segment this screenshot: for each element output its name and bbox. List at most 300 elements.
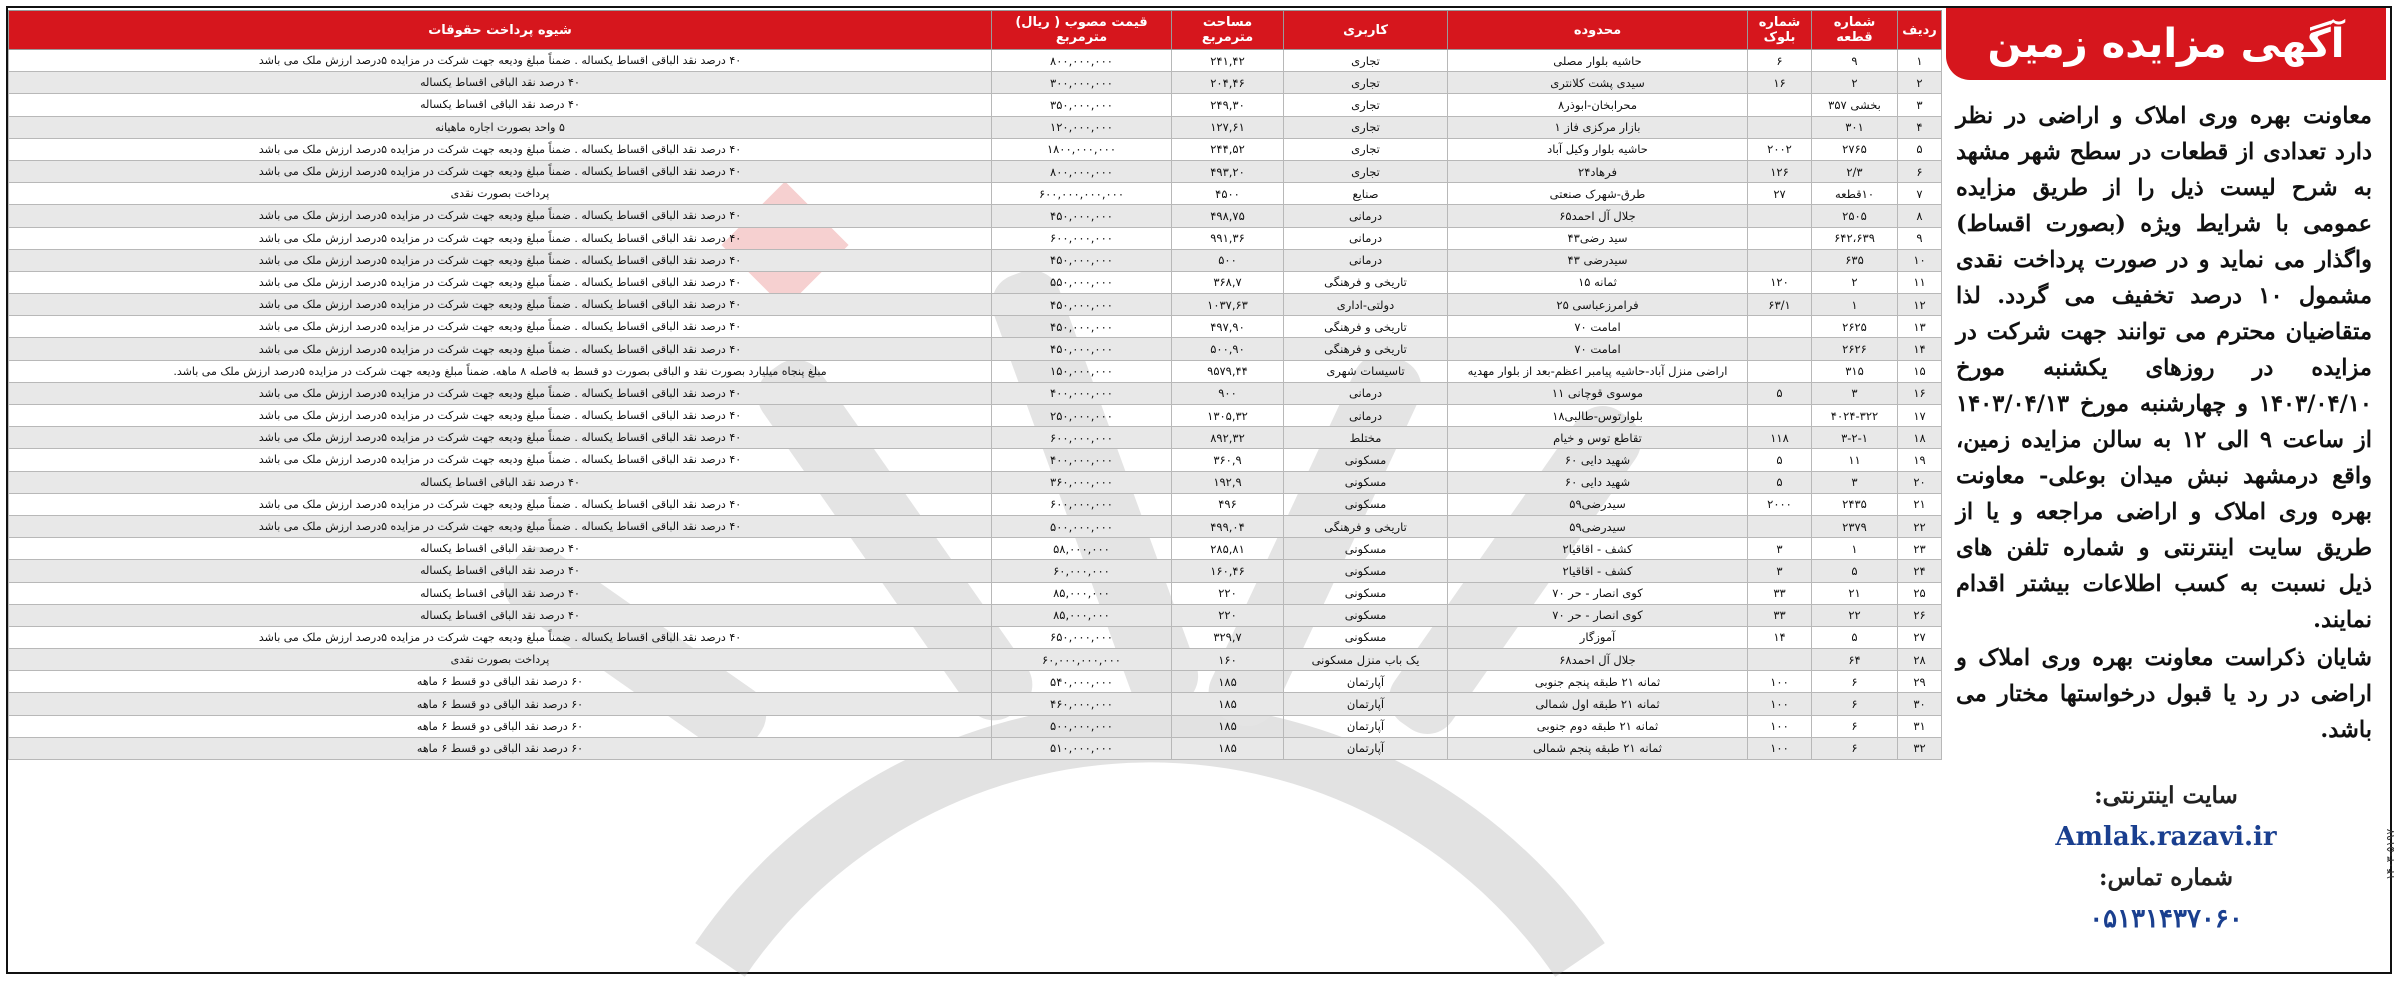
cell-area-location: حاشیه بلوار وکیل آباد — [1448, 138, 1748, 160]
cell-block-number: ۳۳ — [1748, 582, 1812, 604]
auction-table — [8, 10, 1942, 760]
col-header-size-m2: مساحت مترمربع — [1172, 11, 1284, 50]
cell-block-number: ۱۴ — [1748, 626, 1812, 648]
cell-area-location: کشف - اقاقیا۲ — [1448, 560, 1748, 582]
cell-approved-price: ۱۵۰,۰۰۰,۰۰۰ — [992, 360, 1172, 382]
col-header-row-number: ردیف — [1898, 11, 1942, 50]
cell-area-location: محرابخان-ابوذر۸ — [1448, 94, 1748, 116]
cell-payment-method: ۴۰ درصد نقد الباقی اقساط یکساله — [9, 72, 992, 94]
cell-area-location: کشف - اقاقیا۲ — [1448, 538, 1748, 560]
cell-block-number: ۱۰۰ — [1748, 671, 1812, 693]
cell-size-m2: ۱۸۵ — [1172, 693, 1284, 715]
cell-block-number: ۲۷ — [1748, 183, 1812, 205]
cell-approved-price: ۴۵۰,۰۰۰,۰۰۰ — [992, 205, 1172, 227]
cell-row-number: ۹ — [1898, 227, 1942, 249]
cell-row-number: ۲۷ — [1898, 626, 1942, 648]
cell-parcel-number: ۲۴۳۵ — [1812, 493, 1898, 515]
cell-block-number: ۶ — [1748, 50, 1812, 72]
cell-land-use: تاریخی و فرهنگی — [1284, 271, 1448, 293]
cell-land-use: آپارتمان — [1284, 715, 1448, 737]
cell-row-number: ۱۵ — [1898, 360, 1942, 382]
cell-payment-method: پرداخت بصورت نقدی — [9, 649, 992, 671]
cell-size-m2: ۳۶۸,۷ — [1172, 271, 1284, 293]
cell-row-number: ۲۱ — [1898, 493, 1942, 515]
cell-payment-method: ۴۰ درصد نقد الباقی اقساط یکساله . ضمناً مبلغ ودیعه جهت شرکت در مزایده ۵درصد ارزش ملک می باشد — [9, 138, 992, 160]
cell-size-m2: ۲۰۴,۴۶ — [1172, 72, 1284, 94]
cell-approved-price: ۳۰۰,۰۰۰,۰۰۰ — [992, 72, 1172, 94]
table-row — [9, 138, 1942, 160]
cell-area-location: طرق-شهرک صنعتی — [1448, 183, 1748, 205]
cell-row-number: ۳۲ — [1898, 737, 1942, 759]
cell-payment-method: ۴۰ درصد نقد الباقی اقساط یکساله . ضمناً مبلغ ودیعه جهت شرکت در مزایده ۵درصد ارزش ملک می باشد — [9, 160, 992, 182]
cell-block-number: ۱۶ — [1748, 72, 1812, 94]
cell-row-number: ۴ — [1898, 116, 1942, 138]
col-header-parcel-number: شماره قطعه — [1812, 11, 1898, 50]
cell-parcel-number: ۲/۳ — [1812, 160, 1898, 182]
cell-payment-method: پرداخت بصورت نقدی — [9, 183, 992, 205]
cell-payment-method: ۴۰ درصد نقد الباقی اقساط یکساله . ضمناً مبلغ ودیعه جهت شرکت در مزایده ۵درصد ارزش ملک می باشد — [9, 382, 992, 404]
cell-row-number: ۲۲ — [1898, 515, 1942, 537]
cell-row-number: ۱۸ — [1898, 427, 1942, 449]
cell-parcel-number: ۱۱ — [1812, 449, 1898, 471]
cell-size-m2: ۹۵۷۹,۴۴ — [1172, 360, 1284, 382]
cell-land-use: تاریخی و فرهنگی — [1284, 338, 1448, 360]
cell-approved-price: ۸۵,۰۰۰,۰۰۰ — [992, 582, 1172, 604]
cell-area-location: ثمانه ۲۱ طبقه پنجم شمالی — [1448, 737, 1748, 759]
cell-parcel-number: ۶ — [1812, 715, 1898, 737]
cell-parcel-number: بخشی ۳۵۷ — [1812, 94, 1898, 116]
website-label: سایت اینترنتی: — [2094, 782, 2238, 809]
cell-land-use: درمانی — [1284, 382, 1448, 404]
table-row — [9, 560, 1942, 582]
cell-land-use: تجاری — [1284, 116, 1448, 138]
cell-area-location: فرهاد۲۴ — [1448, 160, 1748, 182]
table-row — [9, 316, 1942, 338]
cell-approved-price: ۵۴۰,۰۰۰,۰۰۰ — [992, 671, 1172, 693]
cell-parcel-number: ۳۰۱ — [1812, 116, 1898, 138]
cell-approved-price: ۴۵۰,۰۰۰,۰۰۰ — [992, 249, 1172, 271]
table-row — [9, 693, 1942, 715]
cell-payment-method: ۴۰ درصد نقد الباقی اقساط یکساله — [9, 560, 992, 582]
cell-parcel-number: ۳-۲-۱ — [1812, 427, 1898, 449]
cell-land-use: تجاری — [1284, 72, 1448, 94]
cell-size-m2: ۴۹۹,۰۴ — [1172, 515, 1284, 537]
cell-size-m2: ۲۲۰ — [1172, 604, 1284, 626]
cell-payment-method: ۴۰ درصد نقد الباقی اقساط یکساله . ضمناً مبلغ ودیعه جهت شرکت در مزایده ۵درصد ارزش ملک می باشد — [9, 50, 992, 72]
cell-payment-method: ۴۰ درصد نقد الباقی اقساط یکساله . ضمناً مبلغ ودیعه جهت شرکت در مزایده ۵درصد ارزش ملک می باشد — [9, 626, 992, 648]
table-row — [9, 715, 1942, 737]
cell-row-number: ۲ — [1898, 72, 1942, 94]
notice-title: آگهی مزایده زمین — [1946, 8, 2386, 80]
cell-block-number: ۱۰۰ — [1748, 715, 1812, 737]
cell-land-use: مختلط — [1284, 427, 1448, 449]
cell-block-number: ۳ — [1748, 538, 1812, 560]
cell-size-m2: ۹۰۰ — [1172, 382, 1284, 404]
col-header-block-number: شماره بلوک — [1748, 11, 1812, 50]
cell-block-number — [1748, 227, 1812, 249]
cell-payment-method: ۴۰ درصد نقد الباقی اقساط یکساله . ضمناً مبلغ ودیعه جهت شرکت در مزایده ۵درصد ارزش ملک می باشد — [9, 294, 992, 316]
cell-size-m2: ۴۹۸,۷۵ — [1172, 205, 1284, 227]
cell-land-use: صنایع — [1284, 183, 1448, 205]
phone-number: ۰۵۱۳۱۴۳۷۰۶۰ — [2089, 904, 2243, 934]
cell-block-number: ۵ — [1748, 449, 1812, 471]
col-header-land-use: کاربری — [1284, 11, 1448, 50]
cell-approved-price: ۴۵۰,۰۰۰,۰۰۰ — [992, 316, 1172, 338]
table-row — [9, 271, 1942, 293]
cell-parcel-number: ۱۰قطعه — [1812, 183, 1898, 205]
cell-parcel-number: ۹ — [1812, 50, 1898, 72]
cell-payment-method: ۶۰ درصد نقد الباقی دو قسط ۶ ماهه — [9, 671, 992, 693]
table-header-row — [9, 11, 1942, 50]
cell-land-use: مسکونی — [1284, 538, 1448, 560]
cell-parcel-number: ۶۴۲،۶۳۹ — [1812, 227, 1898, 249]
cell-approved-price: ۳۵۰,۰۰۰,۰۰۰ — [992, 94, 1172, 116]
cell-area-location: سیدرضی۵۹ — [1448, 493, 1748, 515]
cell-area-location: بازار مرکزی فاز ۱ — [1448, 116, 1748, 138]
contact-block — [1946, 776, 2386, 940]
cell-block-number: ۱۰۰ — [1748, 693, 1812, 715]
cell-payment-method: ۶۰ درصد نقد الباقی دو قسط ۶ ماهه — [9, 693, 992, 715]
cell-row-number: ۵ — [1898, 138, 1942, 160]
cell-parcel-number: ۲ — [1812, 72, 1898, 94]
cell-area-location: سیدرضی ۴۳ — [1448, 249, 1748, 271]
cell-block-number — [1748, 94, 1812, 116]
cell-row-number: ۷ — [1898, 183, 1942, 205]
cell-area-location: امامت ۷۰ — [1448, 338, 1748, 360]
cell-area-location: جلال آل احمد۶۵ — [1448, 205, 1748, 227]
cell-block-number: ۶۳/۱ — [1748, 294, 1812, 316]
cell-block-number — [1748, 338, 1812, 360]
col-header-payment-method: شیوه پرداخت حقوقات — [9, 11, 992, 50]
cell-approved-price: ۴۰۰,۰۰۰,۰۰۰ — [992, 449, 1172, 471]
cell-size-m2: ۴۹۶ — [1172, 493, 1284, 515]
cell-land-use: آپارتمان — [1284, 693, 1448, 715]
table-row — [9, 405, 1942, 427]
cell-row-number: ۲۵ — [1898, 582, 1942, 604]
cell-payment-method: ۴۰ درصد نقد الباقی اقساط یکساله . ضمناً مبلغ ودیعه جهت شرکت در مزایده ۵درصد ارزش ملک می باشد — [9, 493, 992, 515]
table-row — [9, 249, 1942, 271]
cell-parcel-number: ۴۰۲۴-۳۲۲ — [1812, 405, 1898, 427]
cell-area-location: جلال آل احمد۶۸ — [1448, 649, 1748, 671]
cell-parcel-number: ۳ — [1812, 382, 1898, 404]
cell-land-use: مسکونی — [1284, 604, 1448, 626]
cell-row-number: ۱۰ — [1898, 249, 1942, 271]
cell-land-use: مسکونی — [1284, 582, 1448, 604]
cell-block-number: ۲۰۰۲ — [1748, 138, 1812, 160]
cell-block-number: ۳ — [1748, 560, 1812, 582]
cell-row-number: ۱۲ — [1898, 294, 1942, 316]
cell-block-number — [1748, 649, 1812, 671]
cell-block-number — [1748, 205, 1812, 227]
cell-land-use: مسکونی — [1284, 449, 1448, 471]
table-row — [9, 94, 1942, 116]
cell-size-m2: ۴۹۳,۲۰ — [1172, 160, 1284, 182]
cell-land-use: درمانی — [1284, 227, 1448, 249]
table-row — [9, 50, 1942, 72]
cell-payment-method: ۴۰ درصد نقد الباقی اقساط یکساله — [9, 94, 992, 116]
cell-payment-method: ۴۰ درصد نقد الباقی اقساط یکساله . ضمناً مبلغ ودیعه جهت شرکت در مزایده ۵درصد ارزش ملک می باشد — [9, 227, 992, 249]
cell-area-location: آموزگار — [1448, 626, 1748, 648]
cell-size-m2: ۱۰۳۷,۶۳ — [1172, 294, 1284, 316]
cell-payment-method: ۴۰ درصد نقد الباقی اقساط یکساله — [9, 582, 992, 604]
cell-land-use: تاسیسات شهری — [1284, 360, 1448, 382]
cell-area-location: کوی انصار - حر ۷۰ — [1448, 582, 1748, 604]
cell-approved-price: ۵۰۰,۰۰۰,۰۰۰ — [992, 515, 1172, 537]
cell-size-m2: ۱۹۲,۹ — [1172, 471, 1284, 493]
cell-row-number: ۱۳ — [1898, 316, 1942, 338]
cell-size-m2: ۵۰۰,۹۰ — [1172, 338, 1284, 360]
cell-approved-price: ۶۰,۰۰۰,۰۰۰ — [992, 560, 1172, 582]
cell-block-number: ۱۰۰ — [1748, 737, 1812, 759]
table-row — [9, 427, 1942, 449]
cell-parcel-number: ۳۱۵ — [1812, 360, 1898, 382]
cell-row-number: ۳ — [1898, 94, 1942, 116]
cell-parcel-number: ۲۲ — [1812, 604, 1898, 626]
cell-payment-method: ۶۰ درصد نقد الباقی دو قسط ۶ ماهه — [9, 715, 992, 737]
cell-approved-price: ۴۶۰,۰۰۰,۰۰۰ — [992, 693, 1172, 715]
notice-paragraph: شایان ذکراست معاونت بهره وری املاک و اراضی در رد یا قبول درخواستها مختار می باشد. — [1956, 645, 2372, 743]
cell-parcel-number: ۶ — [1812, 671, 1898, 693]
cell-parcel-number: ۲۱ — [1812, 582, 1898, 604]
cell-row-number: ۱۴ — [1898, 338, 1942, 360]
cell-block-number: ۵ — [1748, 382, 1812, 404]
cell-approved-price: ۶۰۰,۰۰۰,۰۰۰ — [992, 493, 1172, 515]
cell-block-number: ۵ — [1748, 471, 1812, 493]
cell-payment-method: ۴۰ درصد نقد الباقی اقساط یکساله . ضمناً مبلغ ودیعه جهت شرکت در مزایده ۵درصد ارزش ملک می باشد — [9, 338, 992, 360]
cell-size-m2: ۲۸۵,۸۱ — [1172, 538, 1284, 560]
cell-block-number — [1748, 360, 1812, 382]
cell-size-m2: ۲۴۹,۳۰ — [1172, 94, 1284, 116]
cell-block-number — [1748, 515, 1812, 537]
cell-area-location: موسوی قوچانی ۱۱ — [1448, 382, 1748, 404]
cell-parcel-number: ۲۵۰۵ — [1812, 205, 1898, 227]
cell-land-use: تجاری — [1284, 138, 1448, 160]
cell-row-number: ۳۱ — [1898, 715, 1942, 737]
cell-block-number: ۱۲۰ — [1748, 271, 1812, 293]
cell-area-location: ثمانه ۲۱ طبقه پنجم جنوبی — [1448, 671, 1748, 693]
table-row — [9, 183, 1942, 205]
cell-approved-price: ۶۰۰,۰۰۰,۰۰۰ — [992, 427, 1172, 449]
cell-land-use: تجاری — [1284, 50, 1448, 72]
cell-size-m2: ۱۲۷,۶۱ — [1172, 116, 1284, 138]
cell-row-number: ۲۴ — [1898, 560, 1942, 582]
cell-size-m2: ۲۲۰ — [1172, 582, 1284, 604]
cell-area-location: بلوارتوس-طالبی۱۸ — [1448, 405, 1748, 427]
cell-payment-method: ۴۰ درصد نقد الباقی اقساط یکساله . ضمناً مبلغ ودیعه جهت شرکت در مزایده ۵درصد ارزش ملک می باشد — [9, 405, 992, 427]
cell-area-location: ثمانه ۱۵ — [1448, 271, 1748, 293]
cell-payment-method: ۴۰ درصد نقد الباقی اقساط یکساله . ضمناً مبلغ ودیعه جهت شرکت در مزایده ۵درصد ارزش ملک می باشد — [9, 205, 992, 227]
cell-approved-price: ۵۸,۰۰۰,۰۰۰ — [992, 538, 1172, 560]
cell-payment-method: ۴۰ درصد نقد الباقی اقساط یکساله . ضمناً مبلغ ودیعه جهت شرکت در مزایده ۵درصد ارزش ملک می باشد — [9, 249, 992, 271]
cell-row-number: ۲۳ — [1898, 538, 1942, 560]
table-row — [9, 205, 1942, 227]
cell-land-use: درمانی — [1284, 405, 1448, 427]
cell-block-number: ۳۳ — [1748, 604, 1812, 626]
cell-parcel-number: ۲۶۲۶ — [1812, 338, 1898, 360]
cell-approved-price: ۶۰۰,۰۰۰,۰۰۰,۰۰۰ — [992, 183, 1172, 205]
cell-approved-price: ۶۰,۰۰۰,۰۰۰,۰۰۰ — [992, 649, 1172, 671]
cell-payment-method: ۵ واحد بصورت اجاره ماهیانه — [9, 116, 992, 138]
table-row — [9, 649, 1942, 671]
table-row — [9, 72, 1942, 94]
phone-label: شماره تماس: — [2098, 864, 2233, 891]
cell-parcel-number: ۶۴ — [1812, 649, 1898, 671]
cell-parcel-number: ۲۳۷۹ — [1812, 515, 1898, 537]
cell-block-number: ۱۲۶ — [1748, 160, 1812, 182]
col-header-approved-price: قیمت مصوب ( ریال) مترمربع — [992, 11, 1172, 50]
cell-land-use: تجاری — [1284, 94, 1448, 116]
table-row — [9, 671, 1942, 693]
table-row — [9, 116, 1942, 138]
table-row — [9, 227, 1942, 249]
cell-land-use: یک باب منزل مسکونی — [1284, 649, 1448, 671]
cell-block-number — [1748, 316, 1812, 338]
cell-row-number: ۲۹ — [1898, 671, 1942, 693]
side-code: ۱۴۰۳-۵۱۹۷ — [2384, 828, 2397, 880]
cell-parcel-number: ۳ — [1812, 471, 1898, 493]
cell-payment-method: ۴۰ درصد نقد الباقی اقساط یکساله . ضمناً مبلغ ودیعه جهت شرکت در مزایده ۵درصد ارزش ملک می باشد — [9, 449, 992, 471]
cell-land-use: تاریخی و فرهنگی — [1284, 515, 1448, 537]
cell-payment-method: ۴۰ درصد نقد الباقی اقساط یکساله . ضمناً مبلغ ودیعه جهت شرکت در مزایده ۵درصد ارزش ملک می باشد — [9, 316, 992, 338]
cell-approved-price: ۲۵۰,۰۰۰,۰۰۰ — [992, 405, 1172, 427]
cell-row-number: ۸ — [1898, 205, 1942, 227]
cell-row-number: ۱۹ — [1898, 449, 1942, 471]
cell-size-m2: ۸۹۲,۳۲ — [1172, 427, 1284, 449]
notice-panel — [1946, 8, 2386, 972]
cell-land-use: تاریخی و فرهنگی — [1284, 316, 1448, 338]
table-row — [9, 294, 1942, 316]
cell-approved-price: ۴۵۰,۰۰۰,۰۰۰ — [992, 294, 1172, 316]
cell-block-number: ۲۰۰۰ — [1748, 493, 1812, 515]
cell-size-m2: ۴۹۷,۹۰ — [1172, 316, 1284, 338]
cell-size-m2: ۲۴۴,۵۲ — [1172, 138, 1284, 160]
cell-row-number: ۲۶ — [1898, 604, 1942, 626]
cell-land-use: مسکونی — [1284, 471, 1448, 493]
table-row — [9, 604, 1942, 626]
cell-parcel-number: ۵ — [1812, 560, 1898, 582]
cell-parcel-number: ۱ — [1812, 538, 1898, 560]
cell-approved-price: ۵۰۰,۰۰۰,۰۰۰ — [992, 715, 1172, 737]
cell-size-m2: ۱۶۰,۴۶ — [1172, 560, 1284, 582]
cell-size-m2: ۳۲۹,۷ — [1172, 626, 1284, 648]
cell-block-number: ۱۱۸ — [1748, 427, 1812, 449]
cell-payment-method: ۴۰ درصد نقد الباقی اقساط یکساله — [9, 538, 992, 560]
cell-parcel-number: ۶۳۵ — [1812, 249, 1898, 271]
notice-body — [1956, 98, 2372, 750]
cell-size-m2: ۵۰۰ — [1172, 249, 1284, 271]
cell-size-m2: ۲۴۱,۴۲ — [1172, 50, 1284, 72]
cell-size-m2: ۴۵۰۰ — [1172, 183, 1284, 205]
cell-row-number: ۱۱ — [1898, 271, 1942, 293]
cell-area-location: سیدی پشت کلانتری — [1448, 72, 1748, 94]
cell-row-number: ۳۰ — [1898, 693, 1942, 715]
cell-row-number: ۲۸ — [1898, 649, 1942, 671]
cell-approved-price: ۶۵۰,۰۰۰,۰۰۰ — [992, 626, 1172, 648]
table-row — [9, 582, 1942, 604]
cell-payment-method: ۴۰ درصد نقد الباقی اقساط یکساله — [9, 604, 992, 626]
cell-size-m2: ۱۸۵ — [1172, 671, 1284, 693]
table-row — [9, 338, 1942, 360]
table-row — [9, 160, 1942, 182]
cell-parcel-number: ۲۶۲۵ — [1812, 316, 1898, 338]
table-row — [9, 449, 1942, 471]
cell-land-use: درمانی — [1284, 205, 1448, 227]
cell-row-number: ۲۰ — [1898, 471, 1942, 493]
cell-land-use: درمانی — [1284, 249, 1448, 271]
cell-payment-method: ۶۰ درصد نقد الباقی دو قسط ۶ ماهه — [9, 737, 992, 759]
cell-parcel-number: ۱ — [1812, 294, 1898, 316]
cell-size-m2: ۱۶۰ — [1172, 649, 1284, 671]
cell-approved-price: ۵۱۰,۰۰۰,۰۰۰ — [992, 737, 1172, 759]
cell-approved-price: ۴۰۰,۰۰۰,۰۰۰ — [992, 382, 1172, 404]
table-row — [9, 626, 1942, 648]
col-header-area-location: محدوده — [1448, 11, 1748, 50]
cell-area-location: سید رضی۴۳ — [1448, 227, 1748, 249]
cell-approved-price: ۵۵۰,۰۰۰,۰۰۰ — [992, 271, 1172, 293]
cell-land-use: آپارتمان — [1284, 737, 1448, 759]
cell-approved-price: ۱۸۰۰,۰۰۰,۰۰۰ — [992, 138, 1172, 160]
cell-land-use: دولتی-اداری — [1284, 294, 1448, 316]
cell-size-m2: ۳۶۰,۹ — [1172, 449, 1284, 471]
cell-row-number: ۱۶ — [1898, 382, 1942, 404]
cell-row-number: ۶ — [1898, 160, 1942, 182]
cell-area-location: حاشیه بلوار مصلی — [1448, 50, 1748, 72]
cell-block-number — [1748, 405, 1812, 427]
cell-size-m2: ۱۳۰۵,۳۲ — [1172, 405, 1284, 427]
cell-block-number — [1748, 249, 1812, 271]
table-body — [9, 50, 1942, 760]
cell-area-location: امامت ۷۰ — [1448, 316, 1748, 338]
cell-block-number — [1748, 116, 1812, 138]
cell-area-location: ثمانه ۲۱ طبقه اول شمالی — [1448, 693, 1748, 715]
cell-size-m2: ۹۹۱,۳۶ — [1172, 227, 1284, 249]
cell-area-location: شهید دایی ۶۰ — [1448, 449, 1748, 471]
cell-approved-price: ۱۲۰,۰۰۰,۰۰۰ — [992, 116, 1172, 138]
cell-payment-method: مبلغ پنجاه میلیارد بصورت نقد و الباقی بصورت دو قسط به فاصله ۸ ماهه. ضمناً مبلغ ودیعه جهت شرکت در مزایده ۵درصد ارزش ملک می باشد. — [9, 360, 992, 382]
notice-paragraph: معاونت بهره وری املاک و اراضی در نظر دارد تعدادی از قطعات در سطح شهر مشهد به شرح لیست ذیل را از طریق مزایده عمومی با شرایط ویژه (بصورت اقساط) واگذار می نماید و در صورت پرداخت نقدی مشمول ۱۰ درصد تخفیف می گردد. لذا متقاضیان محترم می توانند جهت شرکت در مزایده در روزهای یکشنبه مورخ ۱۴۰۳/۰۴/۱۰ و چهارشنبه مورخ ۱۴۰۳/۰۴/۱۳ از ساعت ۹ الی ۱۲ به سالن مزایده زمین، واقع درمشهد نبش میدان بوعلی- معاونت بهره وری املاک و اراضی مراجعه و یا از طریق سایت اینترنتی و شماره تلفن های ذیل نسبت به کسب اطلاعات بیشتر اقدام نمایند. — [1956, 103, 2373, 633]
table-row — [9, 538, 1942, 560]
cell-area-location: کوی انصار - حر ۷۰ — [1448, 604, 1748, 626]
cell-land-use: مسکونی — [1284, 493, 1448, 515]
cell-approved-price: ۸۵,۰۰۰,۰۰۰ — [992, 604, 1172, 626]
cell-parcel-number: ۶ — [1812, 693, 1898, 715]
cell-parcel-number: ۲ — [1812, 271, 1898, 293]
cell-parcel-number: ۵ — [1812, 626, 1898, 648]
cell-area-location: شهید دایی ۶۰ — [1448, 471, 1748, 493]
table-row — [9, 515, 1942, 537]
website-link[interactable]: Amlak.razavi.ir — [2055, 822, 2277, 852]
table-row — [9, 493, 1942, 515]
cell-payment-method: ۴۰ درصد نقد الباقی اقساط یکساله . ضمناً مبلغ ودیعه جهت شرکت در مزایده ۵درصد ارزش ملک می باشد — [9, 427, 992, 449]
table-row — [9, 382, 1942, 404]
cell-area-location: فرامرزعباسی ۲۵ — [1448, 294, 1748, 316]
table-row — [9, 360, 1942, 382]
cell-size-m2: ۱۸۵ — [1172, 715, 1284, 737]
cell-payment-method: ۴۰ درصد نقد الباقی اقساط یکساله — [9, 471, 992, 493]
cell-approved-price: ۳۶۰,۰۰۰,۰۰۰ — [992, 471, 1172, 493]
cell-land-use: مسکونی — [1284, 560, 1448, 582]
cell-size-m2: ۱۸۵ — [1172, 737, 1284, 759]
cell-land-use: مسکونی — [1284, 626, 1448, 648]
cell-row-number: ۱ — [1898, 50, 1942, 72]
cell-payment-method: ۴۰ درصد نقد الباقی اقساط یکساله . ضمناً مبلغ ودیعه جهت شرکت در مزایده ۵درصد ارزش ملک می باشد — [9, 515, 992, 537]
cell-approved-price: ۴۵۰,۰۰۰,۰۰۰ — [992, 338, 1172, 360]
cell-parcel-number: ۲۷۶۵ — [1812, 138, 1898, 160]
cell-land-use: تجاری — [1284, 160, 1448, 182]
table-row — [9, 471, 1942, 493]
cell-row-number: ۱۷ — [1898, 405, 1942, 427]
cell-area-location: ثمانه ۲۱ طبقه دوم جنوبی — [1448, 715, 1748, 737]
